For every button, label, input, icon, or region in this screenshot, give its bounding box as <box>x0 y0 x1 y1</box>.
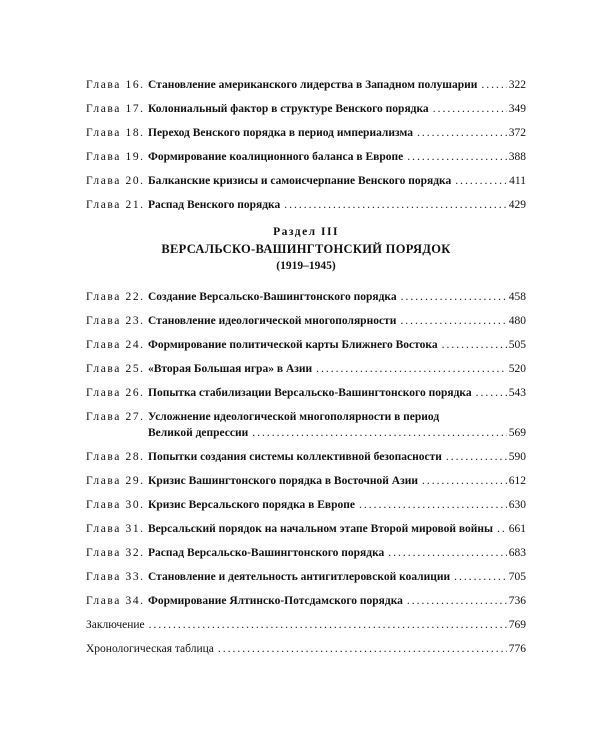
page-number: 520 <box>508 363 526 375</box>
toc-entry[interactable] <box>86 362 526 376</box>
chapter-title: Формирование политической карты Ближнего Востока <box>148 339 438 351</box>
chapter-label: Глава 32. <box>86 547 145 559</box>
leader-dots <box>455 174 507 188</box>
chapter-title: Распад Венского порядка <box>148 199 281 211</box>
chapter-label: Глава 33. <box>86 571 145 583</box>
leader-dots <box>497 522 507 536</box>
leader-dots <box>316 362 507 376</box>
leader-dots <box>417 126 507 140</box>
chapter-label: Глава 27. <box>86 411 145 423</box>
page-number: 411 <box>509 175 526 187</box>
chapter-label: Глава 18. <box>86 127 145 139</box>
chapter-label: Глава 30. <box>86 499 145 511</box>
toc-entry[interactable] <box>86 198 526 212</box>
chapter-label: Глава 19. <box>86 151 145 163</box>
leader-dots <box>284 198 507 212</box>
toc-entry[interactable] <box>86 546 526 560</box>
chapter-title-line2: Великой депрессии <box>148 427 249 439</box>
leader-dots <box>252 426 507 440</box>
chapter-title: Балканские кризисы и самоисчерпание Венского порядка <box>148 175 452 187</box>
page-number: 736 <box>508 595 526 607</box>
toc-entry[interactable] <box>86 290 526 304</box>
chapter-label: Глава 28. <box>86 451 145 463</box>
leader-dots <box>442 338 507 352</box>
chapter-title: Попытки создания системы коллективной безопасности <box>148 451 442 463</box>
leader-dots <box>388 546 506 560</box>
page-number: 543 <box>508 387 526 399</box>
leader-dots <box>407 594 507 608</box>
chapter-title: Кризис Вашингтонского порядка в Восточной Азии <box>148 475 418 487</box>
toc-entry-conclusion[interactable] <box>86 618 526 632</box>
chapter-title: Становление и деятельность антигитлеровской коалиции <box>148 571 451 583</box>
page-number: 612 <box>508 475 526 487</box>
leader-dots <box>359 498 507 512</box>
page-number: 683 <box>508 547 526 559</box>
leader-dots <box>400 314 506 328</box>
chapter-label: Глава 29. <box>86 475 145 487</box>
leader-dots <box>407 150 507 164</box>
page-number: 429 <box>508 199 526 211</box>
page-number: 776 <box>508 643 526 655</box>
page-number: 372 <box>508 127 526 139</box>
toc-entry[interactable] <box>86 594 526 608</box>
toc-entry[interactable] <box>86 522 526 536</box>
leader-dots <box>422 474 507 488</box>
toc-entry[interactable] <box>86 474 526 488</box>
chapter-title-line1: Усложнение идеологической многополярности в период <box>148 411 440 423</box>
chapter-title: «Вторая Большая игра» в Азии <box>148 363 313 375</box>
chapter-label: Глава 22. <box>86 291 145 303</box>
leader-dots <box>446 450 507 464</box>
chapter-title: Становление американского лидерства в Западном полушарии <box>148 79 478 91</box>
leader-dots <box>149 618 507 632</box>
toc-entry[interactable] <box>86 338 526 352</box>
chapter-title: Формирование коалиционного баланса в Европе <box>148 151 404 163</box>
toc-entry[interactable] <box>86 126 526 140</box>
toc-entry[interactable] <box>86 450 526 464</box>
chapter-label: Глава 16. <box>86 79 145 91</box>
chapter-label: Глава 17. <box>86 103 145 115</box>
back-matter-title: Хронологическая таблица <box>86 643 214 655</box>
page-number: 388 <box>508 151 526 163</box>
leader-dots <box>454 570 507 584</box>
toc-section-3-list <box>86 290 526 666</box>
chapter-title: Версальский порядок на начальном этапе Второй мировой войны <box>148 523 493 535</box>
toc-entry[interactable] <box>86 102 526 116</box>
chapter-title: Переход Венского порядка в период империализма <box>148 127 413 139</box>
leader-dots <box>218 642 507 656</box>
chapter-label: Глава 23. <box>86 315 145 327</box>
chapter-title: Кризис Версальского порядка в Европе <box>148 499 356 511</box>
chapter-label: Глава 25. <box>86 363 145 375</box>
toc-section-2-list <box>86 78 526 222</box>
leader-dots <box>481 78 506 92</box>
toc-entry[interactable] <box>86 498 526 512</box>
toc-entry[interactable] <box>86 78 526 92</box>
page-number: 705 <box>508 571 526 583</box>
chapter-title: Колониальный фактор в структуре Венского порядка <box>148 103 429 115</box>
toc-entry[interactable] <box>86 314 526 328</box>
chapter-title: Попытка стабилизации Версальско-Вашингтонского порядка <box>148 387 472 399</box>
page-number: 505 <box>508 339 526 351</box>
chapter-title: Становление идеологической многополярности <box>148 315 397 327</box>
section-title: ВЕРСАЛЬСКО-ВАШИНГТОНСКИЙ ПОРЯДОК <box>161 242 451 256</box>
page-number: 569 <box>508 427 526 439</box>
chapter-label: Глава 26. <box>86 387 145 399</box>
toc-entry[interactable] <box>86 174 526 188</box>
chapter-title: Распад Версальско-Вашингтонского порядка <box>148 547 385 559</box>
leader-dots <box>476 386 507 400</box>
back-matter-title: Заключение <box>86 619 145 631</box>
chapter-label: Глава 20. <box>86 175 145 187</box>
chapter-label: Глава 34. <box>86 595 145 607</box>
chapter-label: Глава 31. <box>86 523 145 535</box>
leader-dots <box>401 290 507 304</box>
toc-entry[interactable] <box>86 570 526 584</box>
page-number: 630 <box>508 499 526 511</box>
toc-entry[interactable] <box>86 410 526 440</box>
leader-dots <box>433 102 507 116</box>
toc-entry[interactable] <box>86 150 526 164</box>
page-number: 590 <box>508 451 526 463</box>
section-number: Раздел III <box>273 226 339 238</box>
toc-entry-chronology[interactable] <box>86 642 526 656</box>
page-number: 349 <box>508 103 526 115</box>
page-number: 480 <box>508 315 526 327</box>
page-number: 661 <box>508 523 526 535</box>
toc-entry[interactable] <box>86 386 526 400</box>
chapter-label: Глава 24. <box>86 339 145 351</box>
chapter-title: Создание Версальско-Вашингтонского порядка <box>148 291 397 303</box>
section-years: (1919–1945) <box>276 260 336 272</box>
chapter-label: Глава 21. <box>86 199 145 211</box>
page-number: 769 <box>508 619 526 631</box>
chapter-title: Формирование Ялтинско-Потсдамского порядка <box>148 595 403 607</box>
section-heading <box>86 226 526 272</box>
page-number: 458 <box>508 291 526 303</box>
page-number: 322 <box>508 79 526 91</box>
